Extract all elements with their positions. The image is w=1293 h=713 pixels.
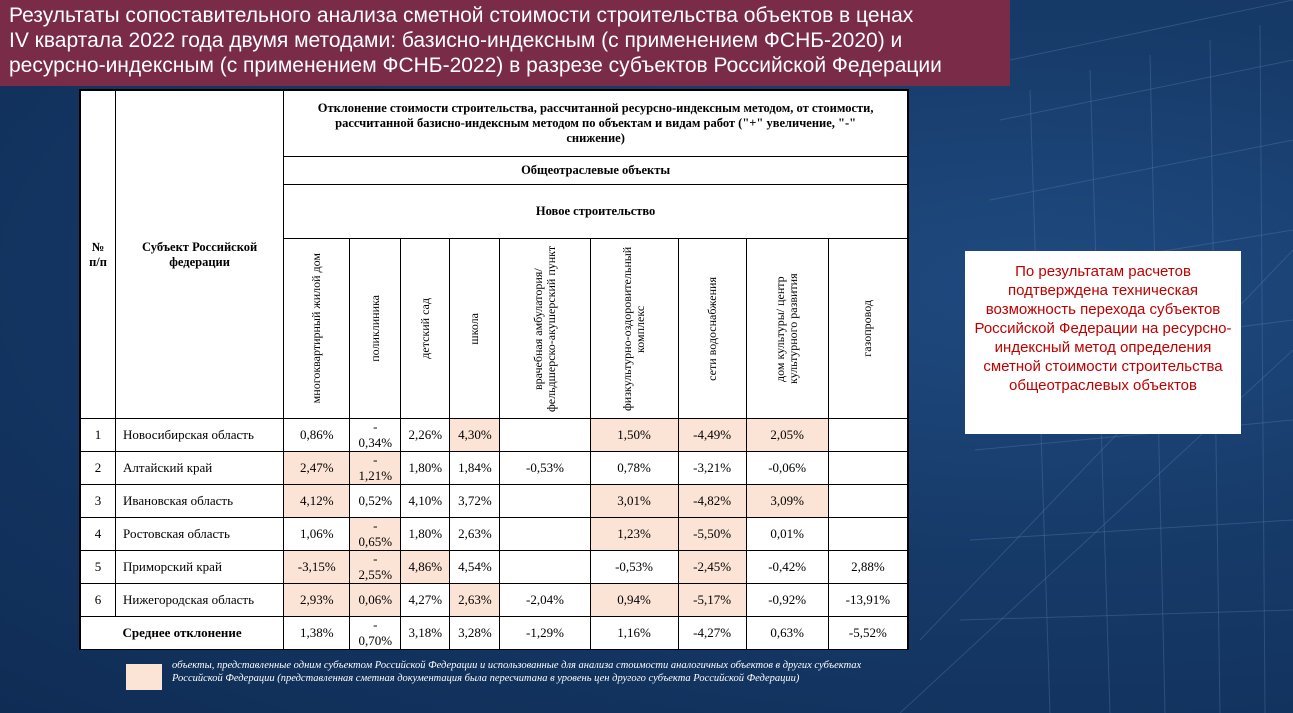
- col-header: поликлиника: [350, 239, 401, 419]
- value-cell: [828, 452, 907, 485]
- avg-cell: -5,52%: [828, 617, 907, 650]
- value-text: 1,50%: [617, 427, 651, 442]
- value-cell: [500, 485, 590, 518]
- value-cell: [500, 551, 590, 584]
- value-text: 2,63%: [458, 592, 492, 607]
- value-text: -13,91%: [845, 592, 891, 607]
- average-row: [81, 617, 908, 650]
- value-cell: [450, 584, 500, 617]
- value-text: -0,53%: [615, 559, 653, 574]
- value-text: - 0,34%: [358, 419, 393, 450]
- value-text: 2,26%: [408, 427, 443, 442]
- value-text: 2,05%: [770, 427, 804, 442]
- value-text: 2,93%: [299, 592, 334, 607]
- header-subject: Субъект Российской федерации: [116, 91, 284, 419]
- value-text: -0,92%: [768, 592, 807, 607]
- value-cell: [746, 551, 828, 584]
- row-subject: Новосибирская область: [116, 419, 284, 452]
- col-header: многоквартирный жилой дом: [284, 239, 350, 419]
- value-cell: [450, 419, 500, 452]
- value-cell: [350, 518, 401, 551]
- value-text: - 0,65%: [358, 518, 393, 549]
- col-header: детский сад: [401, 239, 450, 419]
- slide-title: Результаты сопоставительного анализа сметной стоимости строительства объектов в ценах IV квартала 2022 года двумя методами: базисно-индексным (с применением ФСНБ-2020) и ресурсно-индексным (с применением ФСНБ-2022) в разрезе субъектов Российской Федерации: [0, 0, 1010, 86]
- value-cell: [828, 419, 907, 452]
- value-cell: [500, 518, 590, 551]
- value-text: 1,06%: [299, 526, 334, 541]
- value-text: 0,01%: [770, 526, 804, 541]
- value-cell: [828, 584, 907, 617]
- value-text: 0,94%: [617, 592, 651, 607]
- row-number: 6: [81, 584, 116, 617]
- value-cell: [284, 584, 350, 617]
- table-row: [81, 518, 908, 551]
- row-subject: Алтайский край: [116, 452, 284, 485]
- table-row: [81, 551, 908, 584]
- header-group: Общеотраслевые объекты: [284, 157, 908, 185]
- value-cell: [350, 584, 401, 617]
- value-text: 3,01%: [617, 493, 651, 508]
- table-row: [81, 584, 908, 617]
- value-cell: [401, 551, 450, 584]
- value-cell: [746, 584, 828, 617]
- value-text: -0,42%: [768, 559, 807, 574]
- value-cell: [284, 452, 350, 485]
- value-cell: [401, 419, 450, 452]
- value-text: -2,45%: [693, 559, 732, 574]
- header-main: Отклонение стоимости строительства, рассчитанной ресурсно-индексным методом, от стоимости, рассчитанной базисно-индексным методом по объектам и видам работ ("+" увеличение, "-" снижение): [284, 91, 908, 157]
- row-number: 5: [81, 551, 116, 584]
- col-header: врачебная амбулатория/ фельдшерско-акушерский пункт: [500, 239, 590, 419]
- col-header: дом культуры/ центр культурного развития: [746, 239, 828, 419]
- value-text: 0,78%: [617, 460, 651, 475]
- avg-cell: 3,18%: [401, 617, 450, 650]
- value-cell: [450, 485, 500, 518]
- value-cell: [500, 452, 590, 485]
- legend-swatch: [126, 664, 162, 690]
- value-text: -4,82%: [693, 493, 732, 508]
- value-cell: [678, 518, 746, 551]
- value-text: -2,04%: [525, 592, 564, 607]
- value-cell: [590, 419, 678, 452]
- value-cell: [500, 584, 590, 617]
- value-cell: [678, 452, 746, 485]
- value-cell: [678, 584, 746, 617]
- avg-cell: 0,63%: [746, 617, 828, 650]
- value-cell: [746, 485, 828, 518]
- value-cell: [401, 452, 450, 485]
- value-cell: [828, 551, 907, 584]
- value-cell: [450, 551, 500, 584]
- table-row: [81, 452, 908, 485]
- value-text: 1,80%: [408, 526, 443, 541]
- value-text: 4,86%: [408, 559, 443, 574]
- table-row: [81, 419, 908, 452]
- value-text: -5,17%: [693, 592, 732, 607]
- table-row: [81, 485, 908, 518]
- value-cell: [828, 518, 907, 551]
- value-cell: [350, 419, 401, 452]
- value-text: -0,53%: [525, 460, 564, 475]
- value-text: -3,21%: [693, 460, 732, 475]
- value-text: 2,63%: [458, 526, 492, 541]
- value-cell: [590, 452, 678, 485]
- value-text: - 1,21%: [358, 452, 393, 483]
- value-cell: [401, 584, 450, 617]
- col-header: сети водоснабжения: [678, 239, 746, 419]
- value-text: 2,88%: [851, 559, 885, 574]
- value-cell: [284, 518, 350, 551]
- value-cell: [401, 518, 450, 551]
- value-text: -0,06%: [768, 460, 807, 475]
- value-text: 1,84%: [458, 460, 492, 475]
- header-num: № п/п: [81, 91, 116, 419]
- average-label: Среднее отклонение: [81, 617, 284, 650]
- value-cell: [678, 551, 746, 584]
- comparison-table-container: [79, 89, 909, 650]
- value-cell: [350, 551, 401, 584]
- value-cell: [678, 419, 746, 452]
- row-number: 4: [81, 518, 116, 551]
- value-cell: [828, 485, 907, 518]
- value-text: 2,47%: [299, 460, 334, 475]
- value-cell: [450, 518, 500, 551]
- legend-text: объекты, представленные одним субъектом Российской Федерации и использованные для анализа стоимости аналогичных объектов в других субъектах Российской Федерации (представленная сметная документация была пересчитана в уровень цен другого субъекта Российской Федерации): [172, 660, 862, 684]
- value-cell: [590, 584, 678, 617]
- row-subject: Ростовская область: [116, 518, 284, 551]
- value-cell: [450, 452, 500, 485]
- value-text: 0,86%: [299, 427, 334, 442]
- value-text: -3,15%: [297, 559, 336, 574]
- avg-cell: - 0,70%: [350, 617, 401, 650]
- header-subgroup: Новое строительство: [284, 185, 908, 239]
- row-number: 2: [81, 452, 116, 485]
- row-number: 1: [81, 419, 116, 452]
- value-text: 1,80%: [408, 460, 443, 475]
- value-text: 3,72%: [458, 493, 492, 508]
- row-subject: Приморский край: [116, 551, 284, 584]
- col-header: газопровод: [828, 239, 907, 419]
- value-cell: [284, 551, 350, 584]
- value-cell: [590, 551, 678, 584]
- value-cell: [746, 419, 828, 452]
- value-text: 4,30%: [458, 427, 492, 442]
- value-cell: [746, 452, 828, 485]
- avg-cell: 1,16%: [590, 617, 678, 650]
- value-cell: [678, 485, 746, 518]
- value-cell: [350, 485, 401, 518]
- value-text: -5,50%: [693, 526, 732, 541]
- comparison-table: [80, 90, 908, 650]
- value-text: 4,12%: [299, 493, 334, 508]
- value-cell: [401, 485, 450, 518]
- avg-cell: 3,28%: [450, 617, 500, 650]
- value-text: - 2,55%: [358, 551, 393, 582]
- conclusion-note: По результатам расчетов подтверждена техническая возможность перехода субъектов Российской Федерации на ресурсно-индексный метод определения сметной стоимости строительства общеотраслевых объектов: [965, 251, 1241, 434]
- value-text: 4,27%: [408, 592, 443, 607]
- value-text: 1,23%: [617, 526, 651, 541]
- avg-cell: -4,27%: [678, 617, 746, 650]
- value-text: 4,10%: [408, 493, 443, 508]
- row-number: 3: [81, 485, 116, 518]
- value-text: 4,54%: [458, 559, 492, 574]
- value-cell: [590, 485, 678, 518]
- value-cell: [284, 419, 350, 452]
- table-body: [81, 419, 908, 617]
- col-header: физкультурно-оздоровительный комплекс: [590, 239, 678, 419]
- avg-cell: 1,38%: [284, 617, 350, 650]
- value-text: -4,49%: [693, 427, 732, 442]
- value-cell: [590, 518, 678, 551]
- col-header: школа: [450, 239, 500, 419]
- value-cell: [284, 485, 350, 518]
- avg-cell: -1,29%: [500, 617, 590, 650]
- value-cell: [746, 518, 828, 551]
- value-text: 0,52%: [358, 493, 393, 508]
- value-text: 0,06%: [358, 592, 393, 607]
- value-cell: [350, 452, 401, 485]
- row-subject: Нижегородская область: [116, 584, 284, 617]
- value-text: 3,09%: [770, 493, 804, 508]
- value-cell: [500, 419, 590, 452]
- row-subject: Ивановская область: [116, 485, 284, 518]
